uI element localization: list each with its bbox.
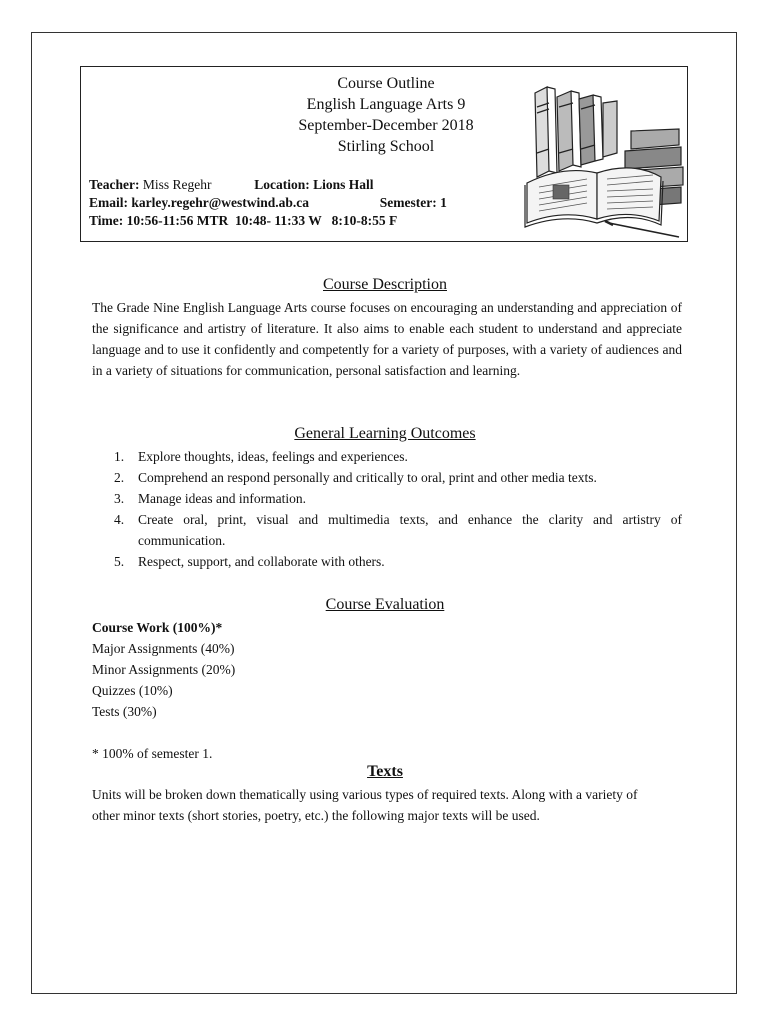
course-description-heading: Course Description [323, 276, 447, 293]
evaluation-line: Quizzes (10%) [92, 683, 173, 698]
texts-section [92, 784, 662, 826]
semester-value: 1 [440, 195, 447, 210]
learning-outcomes-heading: General Learning Outcomes [294, 425, 476, 442]
title-line-1: Course Outline [337, 75, 435, 92]
course-evaluation-section [92, 617, 682, 764]
semester-label: Semester: [379, 195, 437, 210]
email-label: Email: [89, 195, 128, 210]
location-value: Lions Hall [313, 177, 374, 192]
location-label: Location: [254, 177, 310, 192]
time-value: 10:56-11:56 MTR 10:48- 11:33 W 8:10-8:55 F [126, 213, 398, 228]
course-description-text: The Grade Nine English Language Arts course focuses on encouraging an understanding and appreciation of the significance and artistry of literature. It also aims to enable each student to understand and appreciate language and to use it confidently and competently for a variety of purposes, with a variety of audiences and in a variety of situations for communication, personal satisfaction and learning. [92, 300, 682, 378]
email-semester-line [89, 195, 447, 211]
texts-heading: Texts [367, 763, 403, 780]
list-item: 5. Respect, support, and collaborate with others. [114, 554, 385, 569]
evaluation-line: Minor Assignments (20%) [92, 662, 236, 677]
course-work-label: Course Work (100%)* [92, 620, 223, 635]
learning-outcomes-list [92, 446, 682, 572]
list-item: 1. Explore thoughts, ideas, feelings and experiences. [114, 449, 408, 464]
document-page [31, 32, 737, 994]
learning-outcomes-section [92, 446, 682, 572]
title-line-2: English Language Arts 9 [306, 96, 466, 113]
course-title-block [261, 73, 511, 157]
course-description-section [92, 297, 682, 381]
texts-text: Units will be broken down thematically using various types of required texts. Along with a variety of other minor texts (short stories, poetry, etc.) the following major texts will be used. [92, 787, 638, 823]
header-box [80, 66, 688, 242]
list-item: 3. Manage ideas and information. [114, 491, 306, 506]
title-line-4: Stirling School [337, 138, 435, 155]
list-item: 2. Comprehend an respond personally and critically to oral, print and other media texts. [114, 470, 597, 485]
course-evaluation-heading: Course Evaluation [325, 596, 445, 613]
teacher-label: Teacher: [89, 177, 140, 192]
evaluation-line: Major Assignments (40%) [92, 641, 235, 656]
time-label: Time: [89, 213, 124, 228]
list-item: 4. Create oral, print, visual and multimedia texts, and enhance the clarity and artistry of communication. [114, 512, 682, 548]
email-value: karley.regehr@westwind.ab.ca [131, 195, 310, 210]
teacher-value: Miss Regehr [142, 177, 212, 192]
books-illustration [513, 73, 685, 241]
time-line [89, 213, 397, 229]
title-line-3: September-December 2018 [298, 117, 474, 134]
evaluation-footnote: * 100% of semester 1. [92, 746, 213, 761]
evaluation-line: Tests (30%) [92, 704, 157, 719]
teacher-location-line [89, 177, 374, 193]
